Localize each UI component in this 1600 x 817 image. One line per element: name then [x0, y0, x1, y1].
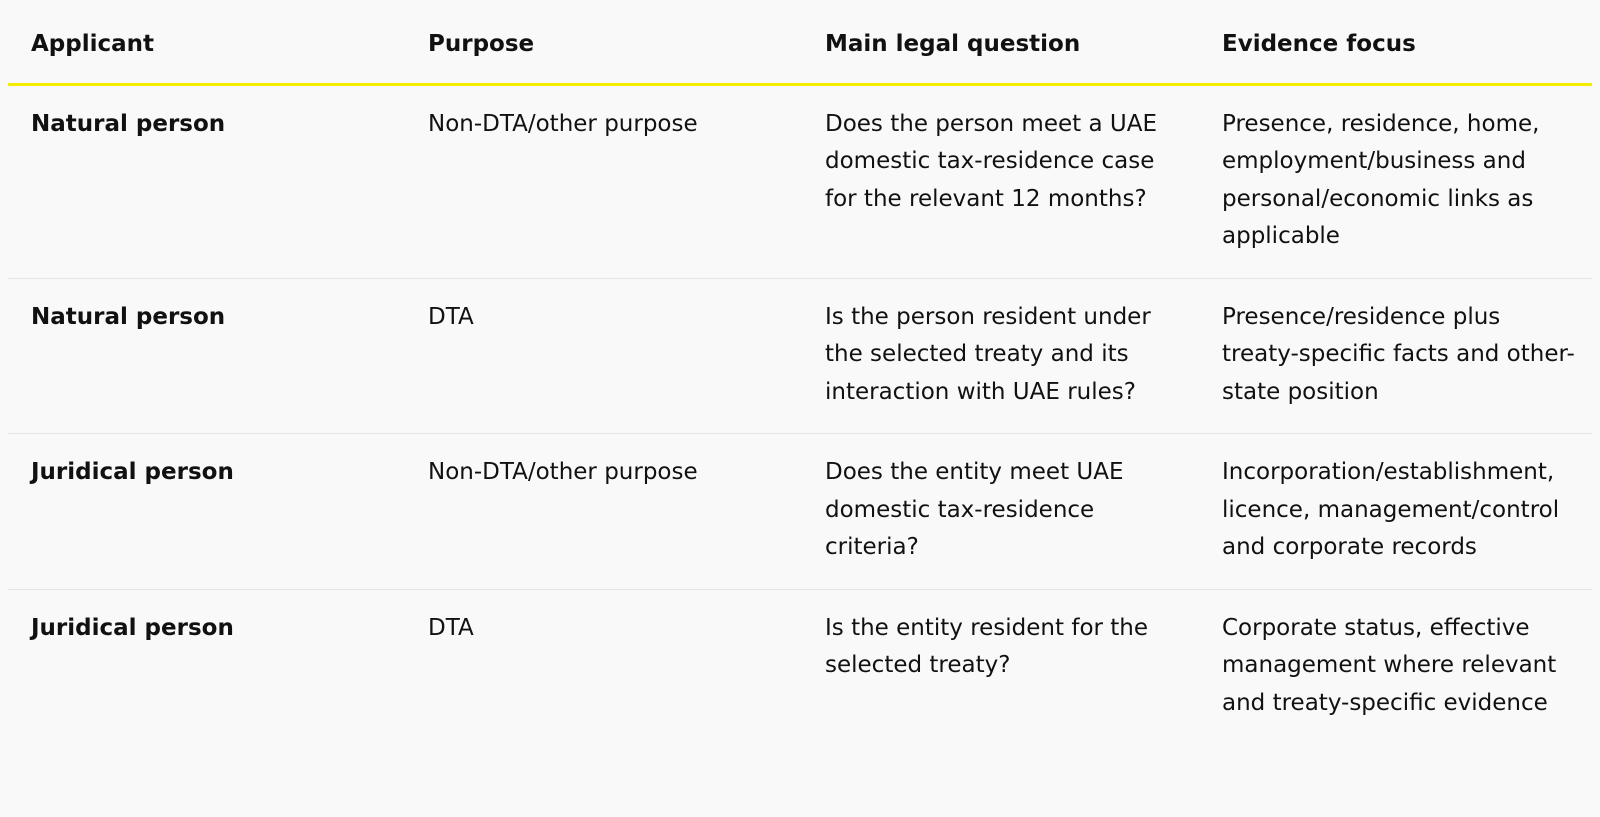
header-evidence-focus: Evidence focus: [1199, 0, 1592, 84]
table-row: [8, 278, 1592, 434]
cell-purpose: Non-DTA/other purpose: [405, 434, 802, 590]
cell-applicant: Juridical person: [8, 434, 405, 590]
table-body: [8, 84, 1592, 744]
header-main-legal-question: Main legal question: [802, 0, 1199, 84]
cell-purpose: DTA: [428, 614, 474, 641]
cell-evidence-focus: Incorporation/establishment, licence, management/control and corporate records: [1199, 434, 1592, 590]
residence-table-container: [8, 0, 1592, 744]
header-purpose: Purpose: [405, 0, 802, 84]
cell-applicant: Natural person: [8, 84, 405, 278]
cell-applicant: Natural person: [8, 278, 405, 434]
table-row: [8, 589, 1592, 744]
cell-main-legal-question: Does the entity meet UAE domestic tax-residence criteria?: [802, 434, 1199, 590]
table-row: [8, 434, 1592, 590]
cell-main-legal-question: Does the person meet a UAE domestic tax-residence case for the relevant 12 months?: [802, 84, 1199, 278]
cell-purpose: Non-DTA/other purpose: [405, 84, 802, 278]
cell-evidence-focus: Presence, residence, home, employment/business and personal/economic links as applicable: [1199, 84, 1592, 278]
cell-purpose: DTA: [405, 278, 802, 434]
cell-applicant: Juridical person: [31, 614, 234, 641]
header-row: [8, 0, 1592, 84]
cell-evidence-focus: Corporate status, effective management where relevant and treaty-specific evidence: [1222, 614, 1557, 716]
cell-evidence-focus: Presence/residence plus treaty-specific facts and other-state position: [1199, 278, 1592, 434]
table-header: [8, 0, 1592, 84]
table-row: [8, 84, 1592, 278]
cell-main-legal-question: Is the entity resident for the selected treaty?: [825, 614, 1149, 678]
header-applicant: Applicant: [8, 0, 405, 84]
cell-main-legal-question: Is the person resident under the selected treaty and its interaction with UAE rules?: [802, 278, 1199, 434]
residence-criteria-table: [8, 0, 1592, 744]
